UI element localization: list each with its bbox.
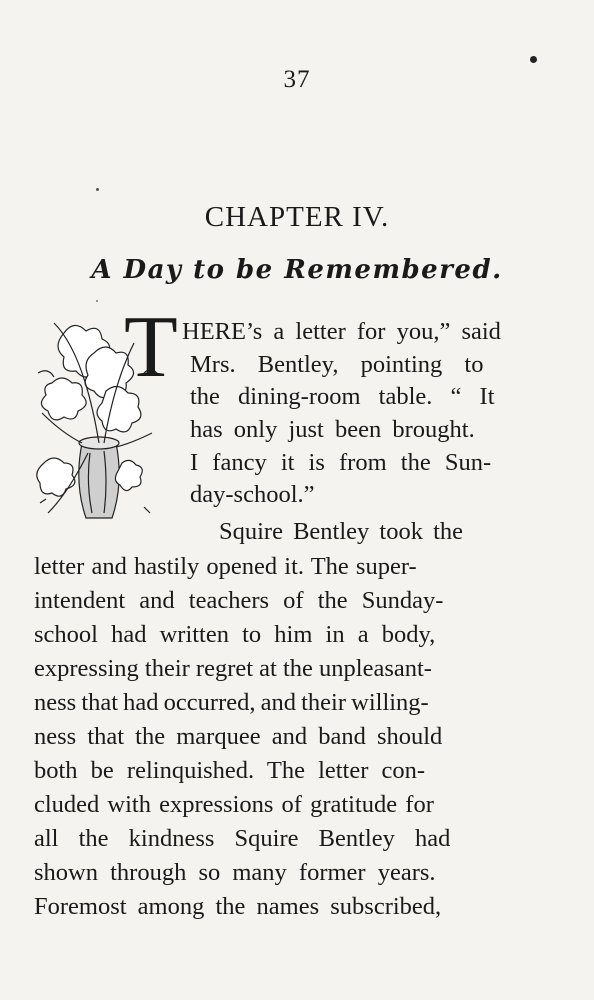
paper-speck	[96, 188, 99, 191]
text-line: all the kindness Squire Bentley had	[34, 825, 451, 852]
text-line: Foremost among the names subscribed,	[34, 893, 442, 920]
text-line: expressing their regret at the unpleasant-	[34, 655, 432, 682]
text-line: Mrs. Bentley, pointing to	[190, 351, 484, 378]
text-line: shown through so many former years.	[34, 859, 436, 886]
ink-dot	[530, 56, 537, 63]
text-line: day-school.”	[190, 481, 315, 508]
text-line: the dining-room table. “ It	[190, 383, 495, 410]
text-line: ness that the marquee and band should	[34, 723, 443, 750]
chapter-title: CHAPTER IV.	[204, 201, 390, 233]
text-line: school had written to him in a body,	[34, 621, 436, 648]
text-line: has only just been brought.	[190, 416, 475, 443]
text-line: Squire Bentley took the	[219, 518, 464, 545]
drop-cap: T	[124, 299, 178, 396]
text-line: HERE’s a letter for you,” said	[182, 318, 501, 345]
page-number: 37	[283, 66, 311, 93]
text-line: intendent and teachers of the Sunday-	[34, 587, 444, 614]
text-line: both be relinquished. The letter con-	[34, 757, 426, 784]
chapter-subtitle: A Day to be Remembered.	[91, 255, 503, 285]
text-line: ness that had occurred, and their willing-	[34, 689, 429, 716]
paper-speck	[96, 300, 98, 302]
text-line: I fancy it is from the Sun-	[190, 449, 492, 476]
text-line: letter and hastily opened it. The super-	[34, 553, 417, 580]
text-line: cluded with expressions of gratitude for	[34, 791, 434, 818]
